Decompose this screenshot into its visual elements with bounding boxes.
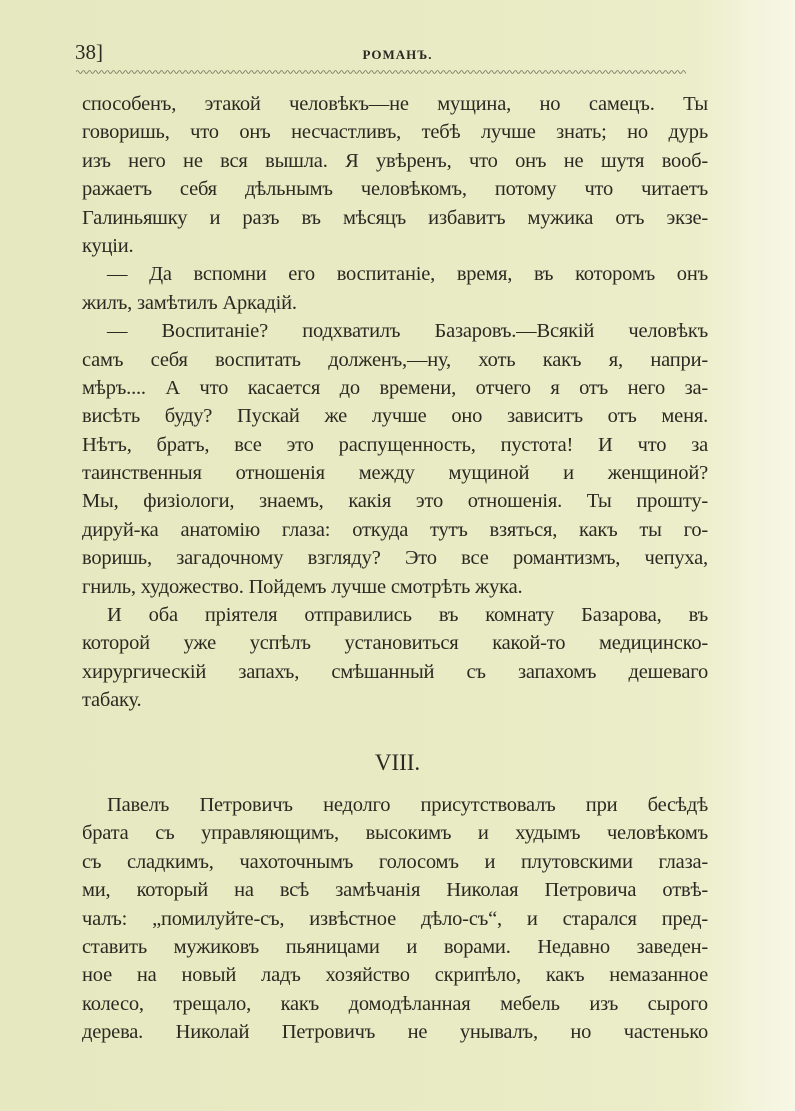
text-line: И оба пріятеля отправились въ комнату Базарова, въ xyxy=(107,604,708,627)
text-line: — Да вспомни его воспитаніе, время, въ которомъ онъ xyxy=(107,263,708,286)
text-line: которой уже успѣлъ установиться какой-то медицинско- xyxy=(82,632,708,655)
text-line: куціи. xyxy=(82,234,134,257)
text-line: способенъ, этакой человѣкъ—не мущина, но самецъ. Ты xyxy=(82,93,708,115)
text-line: самъ себя воспитать долженъ,—ну, хоть какъ я, напри- xyxy=(82,348,708,371)
text-line: дерева. Николай Петровичъ не унывалъ, но частенько xyxy=(82,1021,708,1044)
text-block-2 xyxy=(82,791,708,1047)
text-line: ставить мужиковъ пьяницами и ворами. Недавно заведен- xyxy=(82,935,708,958)
running-title: РОМАНЪ. xyxy=(362,47,433,62)
wavy-rule-divider xyxy=(76,68,686,76)
text-line: ми, который на всѣ замѣчанія Николая Петровича отвѣ- xyxy=(82,879,708,902)
text-line: жилъ, замѣтилъ Аркадій. xyxy=(82,291,297,314)
text-line: висѣть буду? Пускай же лучше оно зависитъ отъ меня. xyxy=(82,405,708,428)
text-line: колесо, трещало, какъ домодѣланная мебель изъ сырого xyxy=(82,992,708,1015)
text-line: воришь, загадочному взгляду? Это все романтизмъ, чепуха, xyxy=(82,547,708,570)
text-line: Мы, физіологи, знаемъ, какія это отношенія. Ты прошту- xyxy=(82,490,708,513)
text-line: дируй-ка анатомію глаза: откуда тутъ взяться, какъ ты го- xyxy=(82,518,708,541)
text-line: чалъ: „помилуйте-съ, извѣстное дѣло-съ“, и старался пред- xyxy=(82,907,708,930)
text-line: — Воспитаніе? подхватилъ Базаровъ.—Всякій человѣкъ xyxy=(107,320,708,343)
text-line: ное на новый ладъ хозяйство скрипѣло, какъ немазанное xyxy=(82,964,708,987)
text-line: Павелъ Петровичъ недолго присутствовалъ при бесѣдѣ xyxy=(107,794,708,816)
text-line: съ сладкимъ, чахоточнымъ голосомъ и плутовскими глаза- xyxy=(82,850,708,873)
text-line: таинственныя отношенія между мущиной и женщиной? xyxy=(82,462,708,485)
text-block-1 xyxy=(82,90,708,715)
text-line: мѣръ.... А что касается до времени, отчего я отъ него за- xyxy=(82,376,708,399)
text-line: брата съ управляющимъ, высокимъ и худымъ человѣкомъ xyxy=(82,822,708,845)
text-line: хирургическій запахъ, смѣшанный съ запахомъ дешеваго xyxy=(82,660,708,683)
text-line: изъ него не вся вышла. Я увѣренъ, что онъ не шутя вооб- xyxy=(82,149,708,172)
text-line: гниль, художество. Пойдемъ лучше смотрѣть жука. xyxy=(82,575,523,598)
text-line: говоришь, что онъ несчастливъ, тебѣ лучше знать; но дурь xyxy=(82,121,708,144)
page-number: 38] xyxy=(75,40,103,64)
text-line: ражаетъ себя дѣльнымъ человѣкомъ, потому что читаетъ xyxy=(82,178,708,201)
text-line: Нѣтъ, братъ, все это распущенность, пустота! И что за xyxy=(82,433,708,456)
text-line: Галиньяшку и разъ въ мѣсяцъ избавитъ мужика отъ экзе- xyxy=(82,206,708,229)
text-line: табаку. xyxy=(82,689,142,712)
chapter-heading: VIII. xyxy=(374,750,421,775)
